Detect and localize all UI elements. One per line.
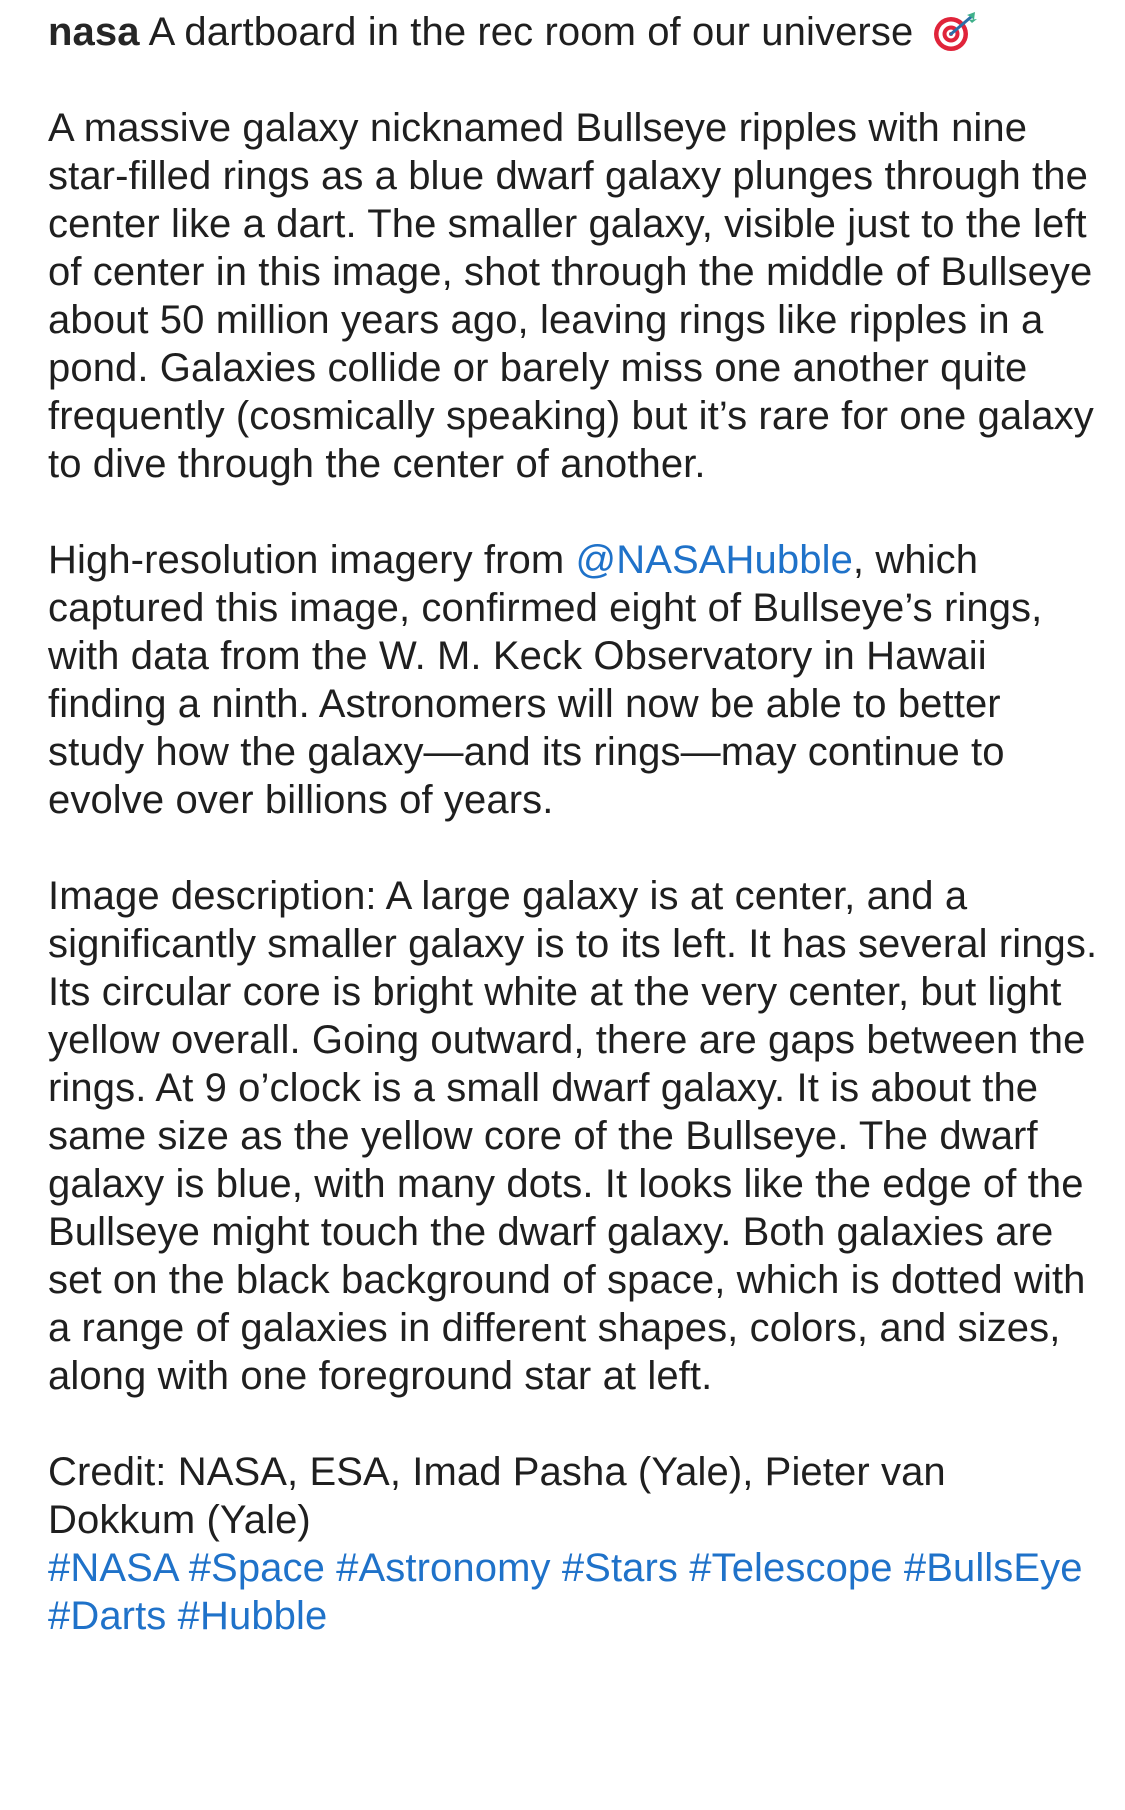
caption-paragraph-1: A massive galaxy nicknamed Bullseye ripples with nine star-filled rings as a blue dwarf galaxy plunges through the center like a dart. The smaller galaxy, visible just to the left of center in this image, shot through the middle of Bullseye about 50 million years ago, leaving rings like ripples in a pond. Galaxies collide or barely miss one another quite frequently (cosmically speaking) but it’s rare for one galaxy to dive through the center of another. (48, 106, 1094, 486)
hashtag-link[interactable]: #Hubble (177, 1594, 328, 1638)
caption-paragraph-3: Image description: A large galaxy is at center, and a significantly smaller galaxy is to its left. It has several rings. Its circular core is bright white at the very center, but light yellow overall. Going outward, there are gaps between the rings. At 9 o’clock is a small dwarf galaxy. It is about the same size as the yellow core of the Bullseye. The dwarf galaxy is blue, with many dots. It looks like the edge of the Bullseye might touch the dwarf galaxy. Both galaxies are set on the black background of space, which is dotted with a range of galaxies in different shapes, colors, and sizes, along with one foreground star at left. (48, 874, 1098, 1398)
paragraph-2-lead: High-resolution imagery from (48, 538, 576, 582)
username-link[interactable]: nasa (48, 10, 140, 54)
hashtag-link[interactable]: #NASA (48, 1546, 178, 1590)
paragraph-2-rest: , which captured this image, confirmed eight of Bullseye’s rings, with data from the W. M. Keck Observatory in Hawaii finding a ninth. Astronomers will now be able to better study how the galaxy—and its rings—may continue to evolve over billions of years. (48, 538, 1043, 822)
caption-headline (48, 8, 1098, 56)
hashtag-link[interactable]: #Space (188, 1546, 325, 1590)
hashtag-link[interactable]: #Astronomy (336, 1546, 551, 1590)
direct-hit-dart-icon (931, 11, 981, 53)
hashtag-list (48, 1544, 1098, 1640)
hashtag-link[interactable]: #Darts (48, 1594, 167, 1638)
post-caption (48, 8, 1098, 1640)
caption-credit: Credit: NASA, ESA, Imad Pasha (Yale), Pieter van Dokkum (Yale) (48, 1450, 946, 1542)
headline-text: A dartboard in the rec room of our universe (148, 10, 914, 54)
nasahubble-mention-link[interactable]: @NASAHubble (575, 538, 853, 582)
hashtag-link[interactable]: #BullsEye (903, 1546, 1083, 1590)
hashtag-link[interactable]: #Stars (561, 1546, 679, 1590)
hashtag-link[interactable]: #Telescope (689, 1546, 893, 1590)
caption-paragraph-2 (48, 536, 1098, 824)
